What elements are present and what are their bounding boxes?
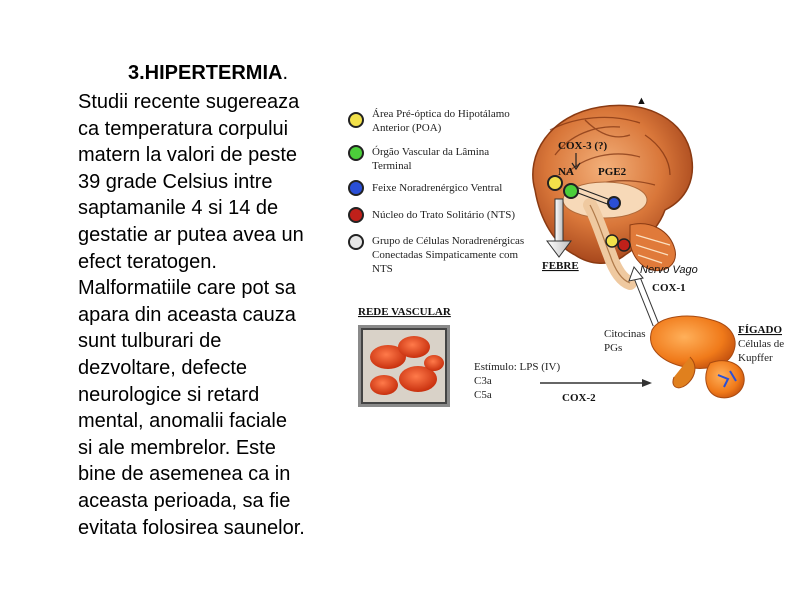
febre-label: FEBRE [542,260,579,272]
c3a-label: C3a [474,375,492,387]
legend-dot-ventral [349,181,363,195]
ventral-bundle-node [608,197,620,209]
body-line: mental, anomalii faciale [78,410,287,433]
kupffer-label: Kupffer [738,352,773,364]
body-line: si ale membrelor. Este [78,436,276,459]
legend-label: Órgão Vascular da Lâmina [372,146,490,158]
body-line: sunt tulburari de [78,330,222,353]
legend-label: Grupo de Células Noradrenérgicas [372,235,525,247]
kupffer-label: Células de [738,338,785,350]
body-line: apara din aceasta cauza [78,303,296,326]
body-line: aceasta perioada, sa fie [78,489,291,512]
body-line: neurologice si retard [78,383,260,406]
body-line: gestatie ar putea avea un [78,223,304,246]
slide-heading [128,61,288,85]
vascular-network-image [358,325,450,407]
body-line: dezvoltare, defecte [78,356,247,379]
fever-physiology-figure [340,95,800,425]
legend-dot-noradrenergic [349,235,363,249]
rede-vascular-label: REDE VASCULAR [358,306,451,318]
body-line: Malformatiile care pot sa [78,277,296,300]
citocinas-label: Citocinas [604,328,646,340]
pge-label: PGE2 [598,166,627,178]
olvt-nucleus [564,184,578,198]
legend-dot-poa [349,113,363,127]
body-line: evitata folosirea saunelor. [78,516,305,539]
nervo-vago-label: Nervo Vago [640,264,698,276]
na-label: NA [558,166,574,178]
legend-dot-olvt [349,146,363,160]
cox2-label: COX-2 [562,392,596,404]
body-line: saptamanile 4 si 14 de [78,197,279,220]
cox1-label: COX-1 [652,282,686,294]
legend-label: Área Pré-óptica do Hipotálamo [372,108,510,120]
brain-illustration [533,105,693,283]
body-line: bine de asemenea ca in [78,463,291,486]
legend-label: Feixe Noradrenérgico Ventral [372,182,503,194]
legend-label: NTS [372,263,393,275]
body-line: Studii recente sugereaza [78,91,300,113]
figure-canvas [340,95,800,425]
legend-label: Núcleo do Trato Solitário (NTS) [372,209,515,221]
legend-label: Terminal [372,160,412,172]
c5a-label: C5a [474,389,492,401]
liver-illustration [651,316,745,398]
heading-title: 3.HIPERTERMIA [128,62,283,84]
top-mark: ▲ [636,95,647,107]
estimulo-label: Estímulo: LPS (IV) [474,361,561,373]
body-line: matern la valori de peste [78,144,298,167]
legend-dot-nts [349,208,363,222]
legend-label: Anterior (POA) [372,122,442,134]
legend-label: Conectadas Simpaticamente com [372,249,519,261]
cox3-label: COX-3 (?) [558,140,608,152]
body-line: 39 grade Celsius intre [78,170,273,193]
body-line: ca temperatura corpului [78,117,289,140]
pgs-label: PGs [604,342,623,354]
heading-period: . [282,62,289,84]
poa-nucleus [548,176,562,190]
body-line: efect teratogen. [78,250,217,273]
figado-label: FÍGADO [738,324,782,336]
legend [349,108,524,275]
body-paragraph [78,89,340,541]
